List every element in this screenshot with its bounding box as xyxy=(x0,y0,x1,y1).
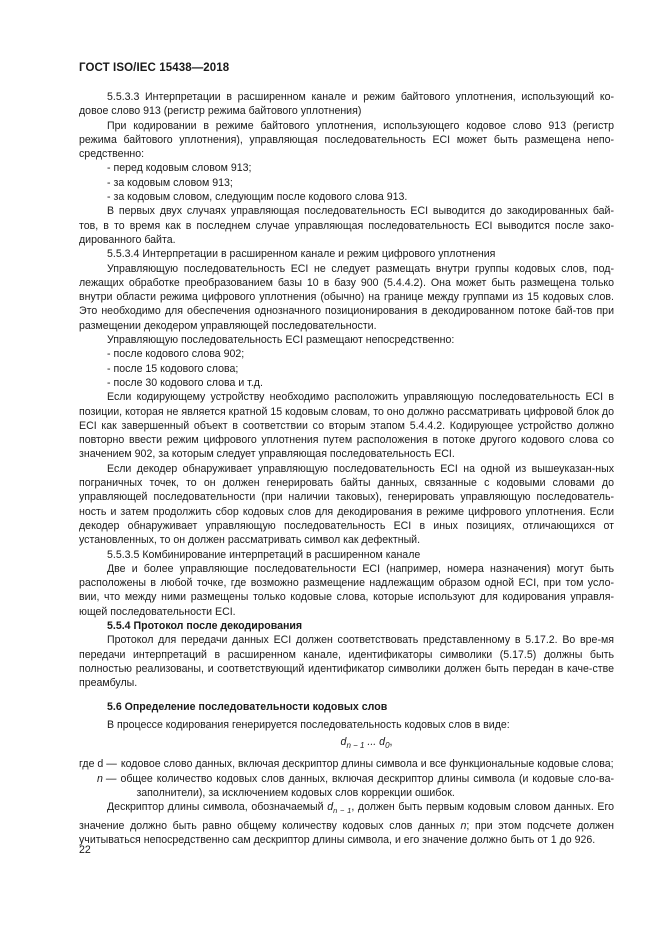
paragraph: Если декодер обнаруживает управляющую последовательность ECI на одной из вышеуказан-ных пограничных точек, то он должен генерировать байты данных, связанные с кодовыми словами до управляющей последовательности (при наличии таковых), генерировать управляющую последователь-ность и затем продолжить сбор кодовых слов для декодирования в режиме цифрового уплотнения. Если декодер обнаруживает управляющую последовательность ECI в иных позициях, отличающихся от установленных, то он должен рассматривать символ как дефектный. xyxy=(79,462,614,547)
list-item: - после 30 кодового слова и т.д. xyxy=(107,376,263,389)
list-item: - после кодового слова 902; xyxy=(107,348,245,361)
definitions-list xyxy=(79,757,614,800)
paragraph: При кодировании в режиме байтового уплотнения, использующего кодовое слово 913 (регистр режима байтового уплотнения), управляющая последовательность ECI может быть размещена непо-средственно: xyxy=(79,119,614,161)
section-5-5-4-title: 5.5.4 Протокол после декодирования xyxy=(107,619,303,632)
section-5-5-3-3-title: 5.5.3.3 Интерпретации в расширенном канале и режим байтового уплотнения, использующий ко-довое слово 913 (регистр режима байтового уплотнения) xyxy=(79,91,614,118)
definition-d xyxy=(79,757,614,771)
codeword-sequence-formula: $d_{n - 1}$ ... $d_0$, xyxy=(340,736,393,751)
paragraph: Дескриптор длины символа, обозначаемый $d_{n - 1}$, должен быть первым кодовым словом данных. Его значение должно быть равно общему количеству кодовых слов данных n; при этом подсчете должен учитываться непосредственно сам дескриптор длины символа, и его значение должно быть от 1 до 926. xyxy=(79,801,615,847)
paragraph: Две и более управляющие последовательности ECI (например, номера назначения) могут быть расположены в любой точке, где возможно размещение надлежащим образом одной ECI, при том усло-вии, что между ними размещены только кодовые слова, которые используют для кодирования управля-ющей последовательности ECI. xyxy=(79,562,614,618)
document-body xyxy=(79,90,614,847)
list-item: - перед кодовым словом 913; xyxy=(107,162,252,175)
paragraph: В первых двух случаях управляющая последовательность ECI выводится до закодированных бай-тов, в то время как в последнем случае управляющая последовательность ECI выводится после зако-дированного байта. xyxy=(79,205,614,246)
definition-symbol: n — xyxy=(97,772,117,785)
paragraph: В процессе кодирования генерируется последовательность кодовых слов в виде: xyxy=(107,718,510,731)
list-item: - за кодовым словом 913; xyxy=(107,176,233,189)
list-item: - после 15 кодового слова; xyxy=(107,362,239,375)
paragraph: Если кодирующему устройству необходимо расположить управляющую последовательность ECI в позиции, которая не является кратной 15 кодовым словам, то оно должно рассматривать цифровой блок до ECI как завершенный объект в соответствии со вторым этапом 5.4.4.2. Кодирующее устройство должно повторно ввести режим цифрового уплотнения путем расположения в потоке другого кодового слова со значением 902, за которым следует управляющая последовательность ECI. xyxy=(79,391,614,461)
section-5-5-3-4-title: 5.5.3.4 Интерпретации в расширенном канале и режим цифрового уплотнения xyxy=(107,248,496,261)
paragraph: Управляющую последовательность ECI не следует размещать внутри группы кодовых слов, под-лежащих обработке преобразованием базы 10 в базу 900 (5.4.4.2). Она может быть размещена только внутри области режима цифрового уплотнения (обычно) на границе между группами из 15 кодовых слов. Это необходимо для обеспечения однозначного позиционирования в декодированном потоке бай-тов при размещении декодером управляющей последовательности. xyxy=(79,262,614,332)
paragraph: Протокол для передачи данных ECI должен соответствовать представленному в 5.17.2. Во вре-мя передачи интерпретаций в расширенном канале, идентификаторы символики (5.17.5) должны быть полностью реализованы, и соответствующий идентификатор символики должен быть передан в каче-стве преамбулы. xyxy=(79,634,614,690)
definition-text: общее количество кодовых слов данных, включая дескриптор длины символа (и кодовые сло-ва-заполнители), за исключением кодовых слов коррекции ошибок. xyxy=(120,772,614,800)
section-5-6-title: 5.6 Определение последовательности кодовых слов xyxy=(107,701,388,714)
definition-text: кодовое слово данных, включая дескриптор длины символа и все функциональные кодовые слова; xyxy=(120,758,614,771)
paragraph: Управляющую последовательность ECI размещают непосредственно: xyxy=(107,334,455,347)
definition-symbol: где d — xyxy=(79,758,117,771)
page-number: 22 xyxy=(79,844,91,856)
section-5-5-3-5-title: 5.5.3.5 Комбинирование интерпретаций в расширенном канале xyxy=(107,548,421,561)
definition-n xyxy=(79,772,614,801)
list-item: - за кодовым словом, следующим после кодового слова 913. xyxy=(107,191,408,204)
standard-header: ГОСТ ISO/IEC 15438—2018 xyxy=(79,62,230,74)
